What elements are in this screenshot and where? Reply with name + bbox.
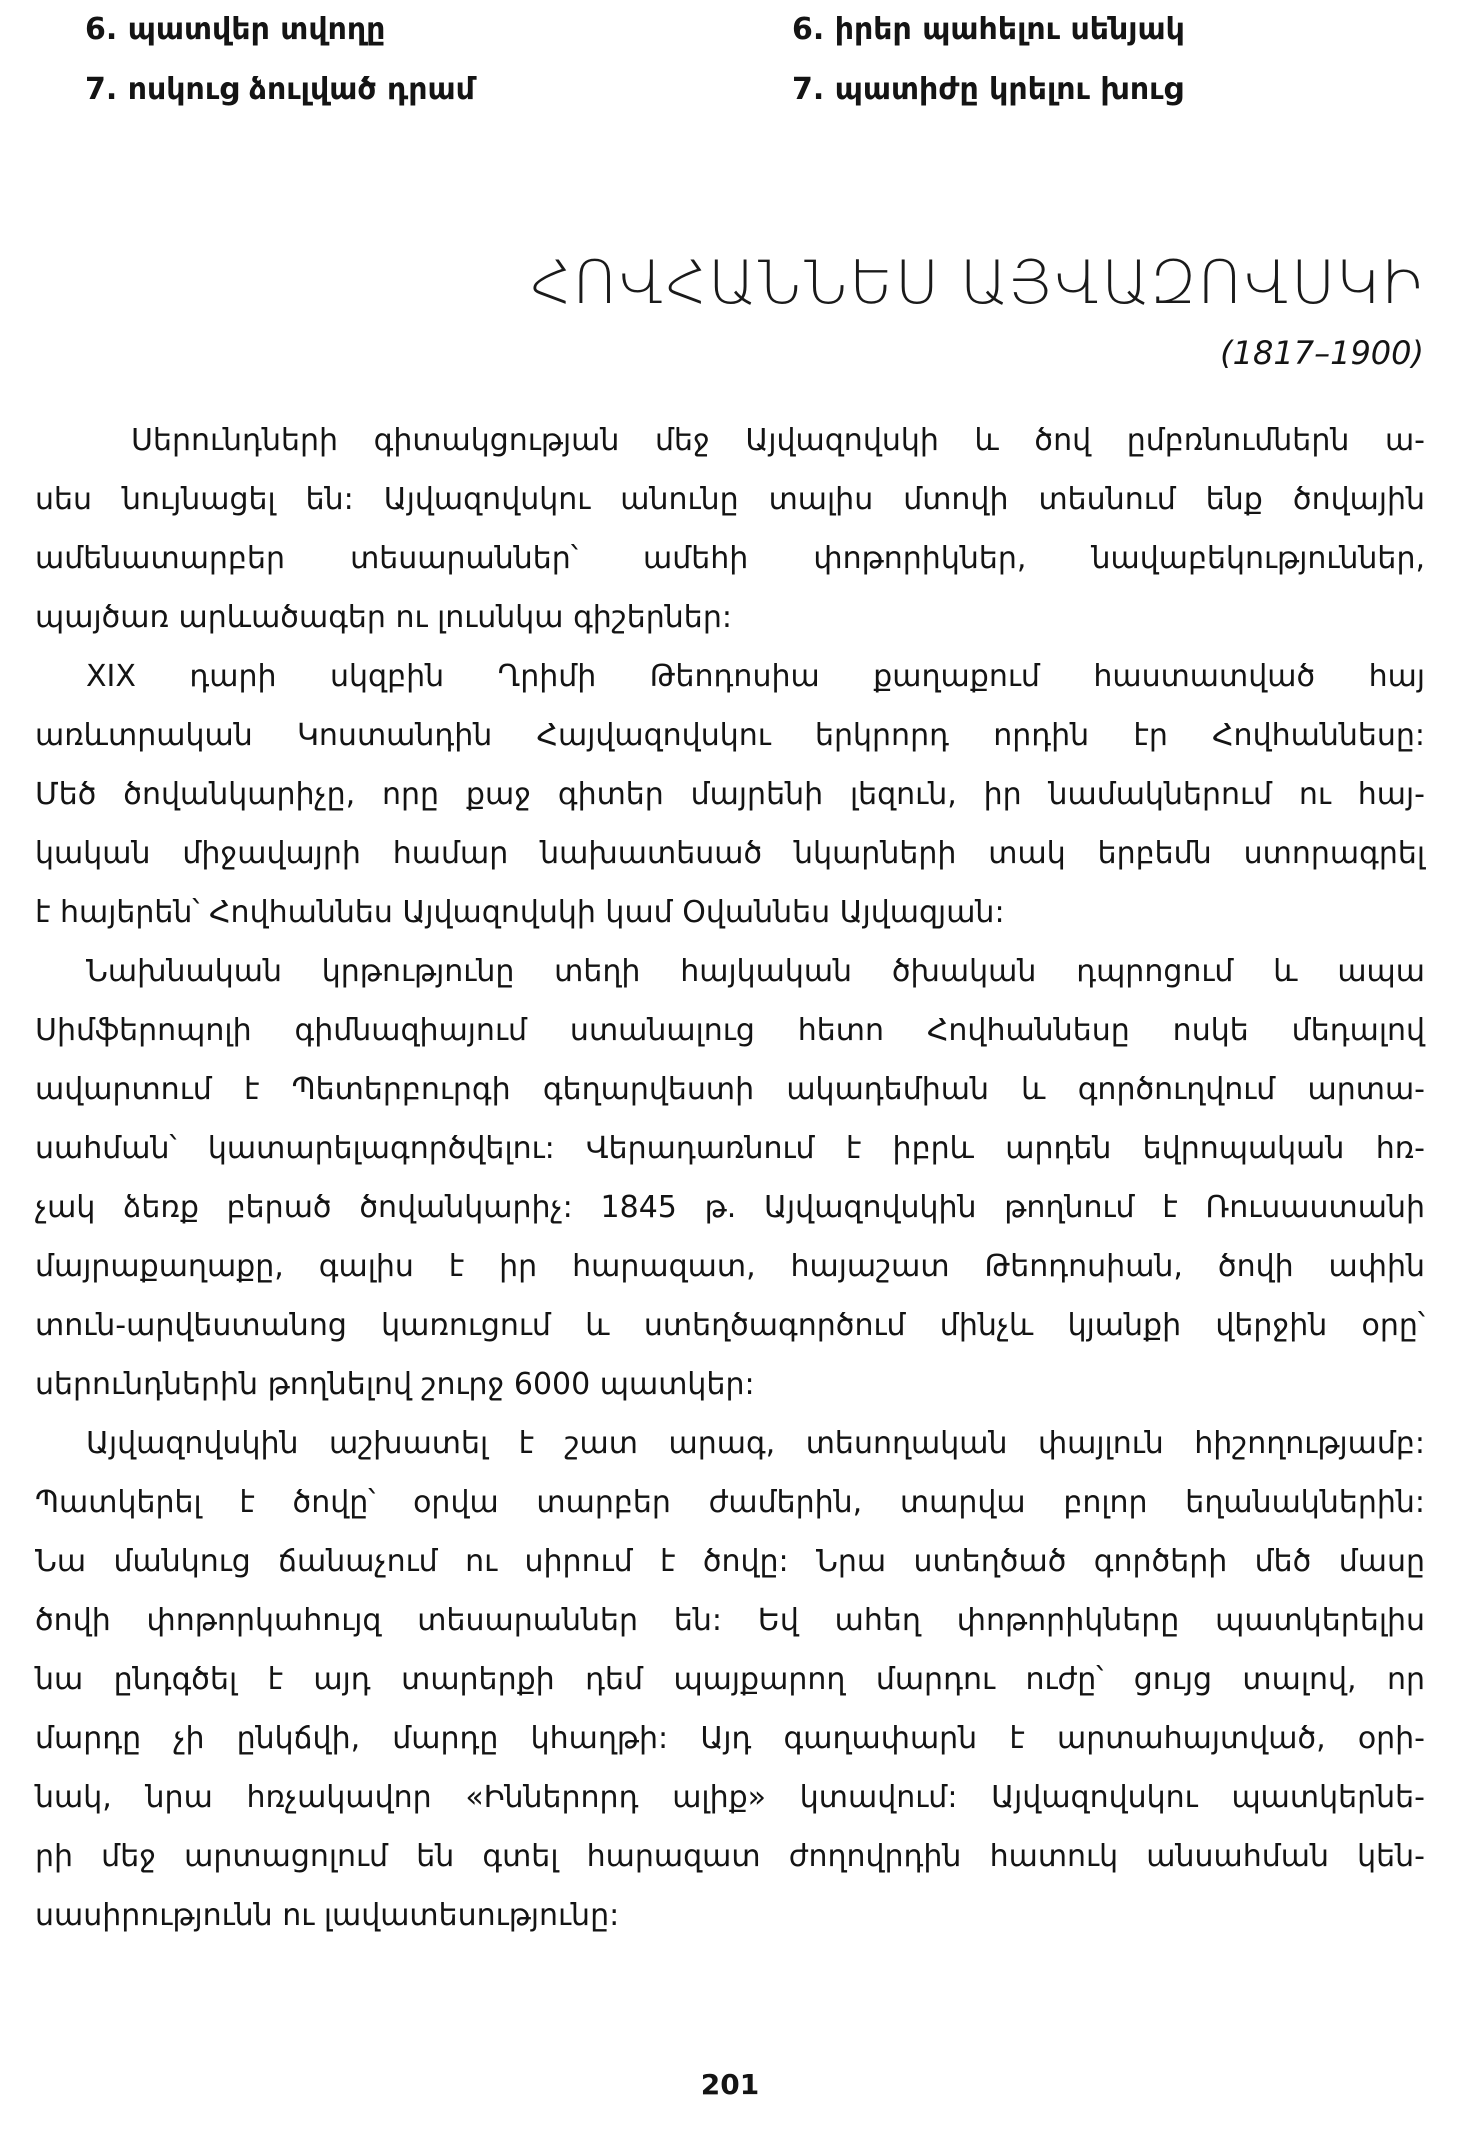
text-line: է հայերեն՝ Հովհաննես Այվազովսկի կամ Օվաննես Այվազյան: <box>35 895 1005 930</box>
text-line: ավարտում է Պետերբուրգի գեղարվեստի ակադեմիան և գործուղվում արտա- <box>35 1072 1425 1107</box>
list-item: 7. ոսկուց ձուլված դրամ <box>85 72 475 107</box>
text-line: սասիրությունն ու լավատեսությունը: <box>35 1898 620 1933</box>
text-line: նա ընդգծել է այդ տարերքի դեմ պայքարող մարդու ուժը՝ ցույց տալով, որ <box>35 1662 1425 1697</box>
paragraph <box>35 1414 1425 1945</box>
list-item: 6. պատվեր տվողը <box>85 12 386 47</box>
text-line: առևտրական Կոստանդին Հայվազովսկու երկրորդ որդին էր Հովհաննեսը: <box>35 718 1425 753</box>
text-line: մայրաքաղաքը, գալիս է իր հարազատ, հայաշատ Թեոդոսիան, ծովի ափին <box>35 1249 1425 1284</box>
text-line: րի մեջ արտացոլում են գտել հարազատ ժողովրդին հատուկ անսահման կեն- <box>35 1839 1425 1874</box>
text-line: տուն-արվեստանոց կառուցում և ստեղծագործում մինչև կյանքի վերջին օրը՝ <box>35 1308 1425 1343</box>
text-line: ամենատարբեր տեսարաններ՝ ամեհի փոթորիկներ, նավաբեկություններ, <box>35 541 1425 576</box>
text-line: Մեծ ծովանկարիչը, որը քաջ գիտեր մայրենի լեզուն, իր նամակներում ու հայ- <box>35 777 1425 812</box>
list-item: 6. իրեր պահելու սենյակ <box>792 12 1185 47</box>
text-line: պայծառ արևածագեր ու լուսնկա գիշերներ: <box>35 600 732 635</box>
text-line: չակ ձեռք բերած ծովանկարիչ: 1845 թ. Այվազովսկին թողնում է Ռուսաստանի <box>35 1190 1425 1225</box>
text-line: սահման՝ կատարելագործվելու: Վերադառնում է իբրև արդեն եվրոպական հռ- <box>35 1131 1425 1166</box>
text-line: Նախնական կրթությունը տեղի հայկական ծխական դպրոցում և ապա <box>86 954 1425 989</box>
text-line: Պատկերել է ծովը՝ օրվա տարբեր ժամերին, տարվա բոլոր եղանակներին: <box>35 1485 1425 1520</box>
text-line: Նա մանկուց ճանաչում ու սիրում է ծովը: Նրա ստեղծած գործերի մեծ մասը <box>35 1544 1425 1579</box>
page-number: 201 <box>700 2068 760 2101</box>
paragraph <box>35 647 1425 942</box>
text-line: ծովի փոթորկահույզ տեսարաններ են: Եվ ահեղ փոթորիկները պատկերելիս <box>35 1603 1425 1638</box>
article-title: ՀՈՎՀԱՆՆԵՍ ԱՅՎԱԶՈՎՍԿԻ <box>530 248 1424 318</box>
text-line: կական միջավայրի համար նախատեսած նկարների տակ երբեմն ստորագրել <box>35 836 1425 871</box>
list-item: 7. պատիժը կրելու խուց <box>792 72 1183 107</box>
text-line: սես նույնացել են: Այվազովսկու անունը տալիս մտովի տեսնում ենք ծովային <box>35 482 1425 517</box>
paragraph <box>35 942 1425 1414</box>
paragraph <box>35 411 1425 647</box>
text-line: XIX դարի սկզբին Ղրիմի Թեոդոսիա քաղաքում հաստատված հայ <box>86 659 1425 694</box>
text-line: Սիմֆերոպոլի գիմնազիայում ստանալուց հետո Հովհաննեսը ոսկե մեդալով <box>35 1013 1425 1048</box>
exercise-list-left <box>85 0 475 120</box>
text-line: սերունդներին թողնելով շուրջ 6000 պատկեր: <box>35 1367 755 1402</box>
text-line: նակ, նրա հռչակավոր «Իններորդ ալիք» կտավում: Այվազովսկու պատկերնե- <box>35 1780 1425 1815</box>
life-dates: (1817–1900) <box>1220 334 1424 372</box>
text-line: Սերունդների գիտակցության մեջ Այվազովսկի և ծով ըմբռնումներն ա- <box>131 423 1425 458</box>
article-body <box>35 411 1425 1945</box>
text-line: մարդը չի ընկճվի, մարդը կհաղթի: Այդ գաղափարն է արտահայտված, օրի- <box>35 1721 1425 1756</box>
text-line: Այվազովսկին աշխատել է շատ արագ, տեսողական փայլուն հիշողությամբ: <box>86 1426 1425 1461</box>
exercise-list-right <box>792 0 1185 120</box>
